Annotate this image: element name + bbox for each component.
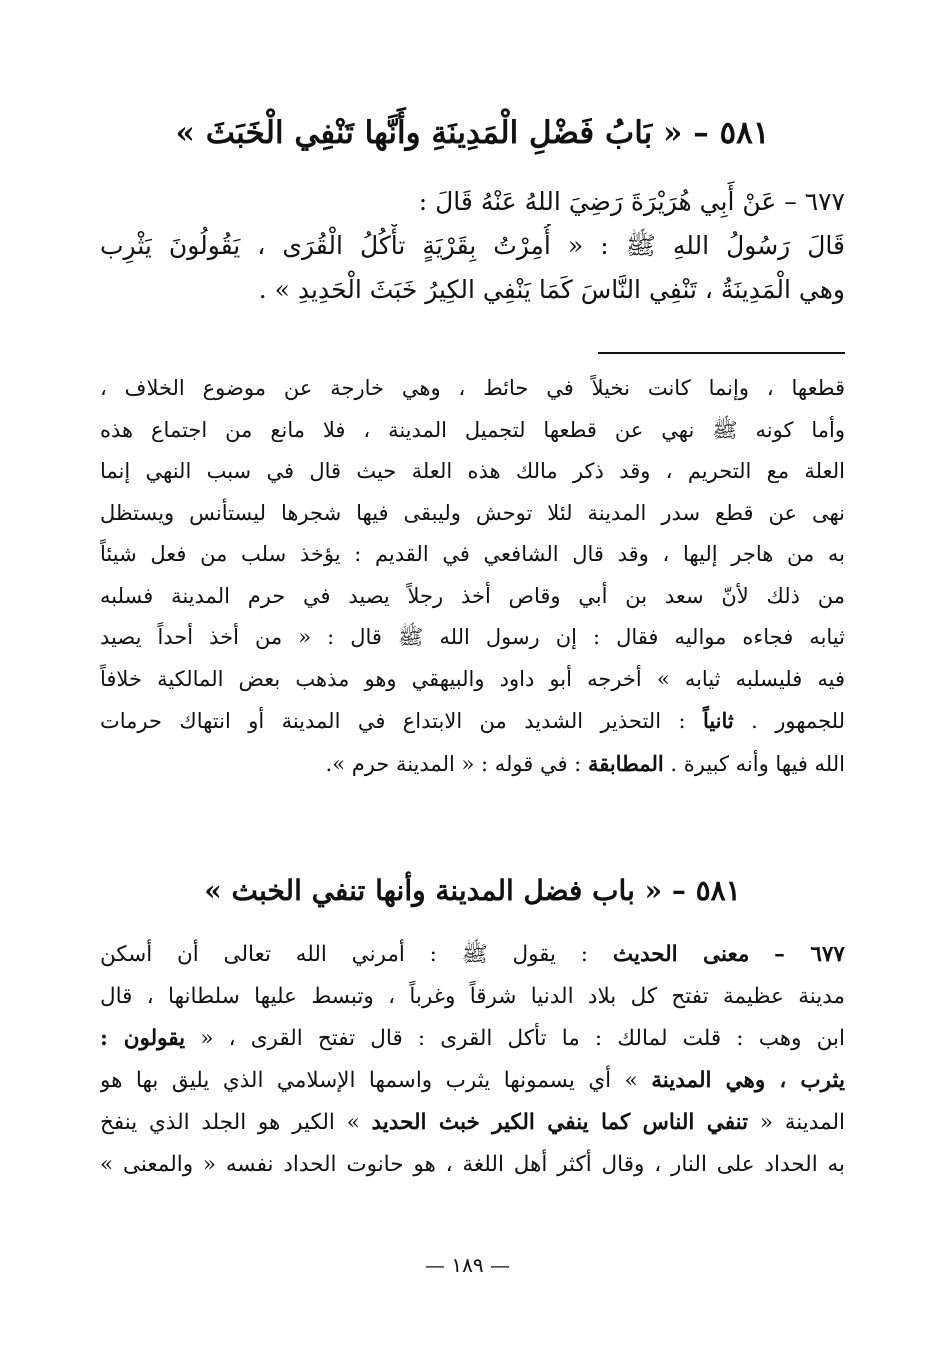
footnote-separator bbox=[598, 352, 845, 354]
commentary-text-run: : يقول ﷺ : أمرني الله تعالى أن أسكن bbox=[100, 942, 589, 967]
quoted-phrase: يثرب ، وهي المدينة bbox=[651, 1068, 845, 1093]
mutabaqa-label: المطابقة bbox=[587, 750, 664, 776]
footnote-line: من ذلك لأنّ سعد بن أبي وقاص أخذ رجلاً يصيد في حرم المدينة فسلبه bbox=[100, 583, 845, 608]
hadith-line: قَالَ رَسُولُ اللهِ ﷺ : « أُمِرْتُ بِقَرْيَةٍ تأْكُلُ الْقُرَى ، يَقُولُونَ يَثْرِب bbox=[100, 231, 845, 260]
hadith-text bbox=[100, 180, 845, 312]
commentary-line bbox=[100, 1018, 845, 1060]
footnote-line: قطعها ، وإنما كانت نخيلاً في حائط ، وهي خارجة عن موضوع الخلاف ، bbox=[100, 376, 845, 400]
footnote-text bbox=[100, 368, 845, 785]
footnote-line: فيه فليسلبه ثيابه » أخرجه أبو داود والبيهقي وهو مذهب بعض المالكية خلافاً bbox=[100, 666, 845, 691]
commentary-line: مدينة عظيمة تفتح كل بلاد الدنيا شرقاً وغرباً ، وتبسط عليها سلطانها ، قال bbox=[100, 984, 845, 1009]
footnote-line: ثيابه فجاءه مواليه فقال : إن رسول الله ﷺ قال : « من أخذ أحداً يصيد bbox=[100, 625, 845, 649]
quoted-phrase: تنفي الناس كما ينفي الكير خبث الحديد bbox=[371, 1110, 749, 1135]
footnote-line bbox=[100, 700, 845, 743]
thaniyan-label: ثانياً bbox=[702, 708, 734, 733]
hadith-line: ٦٧٧ – عَنْ أَبِي هُرَيْرَةَ رَضِيَ اللهُ عَنْهُ قَالَ : bbox=[418, 187, 845, 216]
footnote-line-rest: : التحذير الشديد من الابتداع في المدينة أو انتهاك حرمات bbox=[100, 709, 686, 733]
commentary-line bbox=[100, 1060, 845, 1102]
footnote-line-start: الله فيها وأنه كبيرة . bbox=[670, 751, 845, 776]
commentary-heading: ٥٨١ – « باب فضل المدينة وأنها تنفي الخبث » bbox=[204, 874, 741, 907]
commentary-line bbox=[100, 934, 845, 976]
meaning-label: معنى الحديث bbox=[612, 942, 750, 967]
chapter-heading: ٥٨١ – « بَابُ فَضْلِ الْمَدِينَةِ وأَنَّها تَنْفِي الْخَبَثَ » bbox=[175, 115, 770, 151]
footnote-line-end: : في قوله : « المدينة حرم ». bbox=[325, 751, 582, 776]
hadith-number: ٦٧٧ – bbox=[774, 942, 845, 967]
footnote-line-start: للجمهور . bbox=[751, 709, 845, 733]
commentary-text bbox=[100, 934, 845, 1186]
commentary-text-run: المدينة « bbox=[759, 1110, 845, 1135]
commentary-line bbox=[100, 1102, 845, 1144]
footnote-line bbox=[100, 743, 845, 786]
commentary-line: به الحداد على النار ، وقال أكثر أهل اللغة ، هو حانوت الحداد نفسه « والمعنى » bbox=[100, 1152, 845, 1177]
quoted-phrase: يقولون : bbox=[100, 1026, 186, 1051]
footnote-line: به من هاجر إليها ، وقد قال الشافعي في القديم : يؤخذ سلب من فعل شيئاً bbox=[100, 542, 845, 566]
commentary-text-run: » الكير هو الجلد الذي ينفخ bbox=[100, 1110, 360, 1135]
commentary-text-run: ابن وهب : قلت لمالك : ما تأكل القرى : قال تفتح القرى ، « bbox=[200, 1026, 845, 1051]
footnote-line: نهى عن قطع سدر المدينة لئلا توحش وليبقى فيها شجرها ليستأنس ويستظل bbox=[100, 500, 845, 525]
footnote-line: العلة مع التحريم ، وقد ذكر مالك هذه العلة حيث قال في سبب النهي إنما bbox=[100, 459, 845, 483]
page-number: — ١٨٩ — bbox=[425, 1253, 510, 1277]
hadith-line: وهي الْمَدِينَةُ ، تَنْفِي النَّاسَ كَمَا يَنْفِي الكِيرُ خَبَثَ الْحَدِيدِ » . bbox=[258, 275, 845, 304]
footnote-line: وأما كونه ﷺ نهي عن قطعها لتجميل المدينة ، فلا مانع من اجتماع هذه bbox=[100, 417, 845, 442]
commentary-text-run: » أي يسمونها يثرب واسمها الإسلامي الذي يليق بها هو bbox=[100, 1068, 638, 1093]
